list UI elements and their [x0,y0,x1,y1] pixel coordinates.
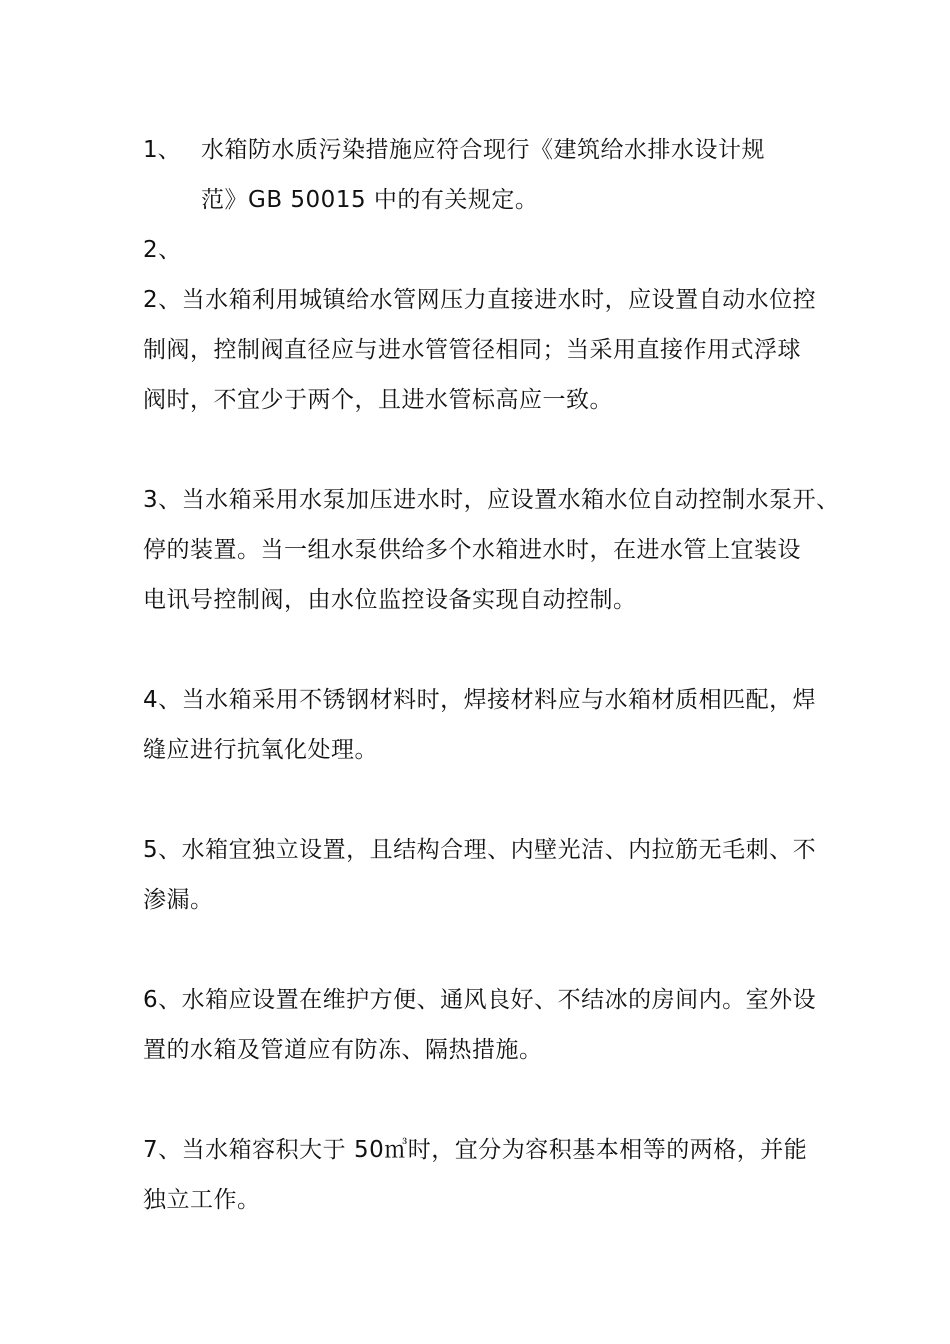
item-2-heading: 2、 [143,237,182,263]
item-2-line-3: 阀时，不宜少于两个，且进水管标高应一致。 [143,387,613,413]
item-3-line-1: 3、当水箱采用水泵加压进水时，应设置水箱水位自动控制水泵开、 [143,487,840,513]
item-4-line-1: 4、当水箱采用不锈钢材料时，焊接材料应与水箱材质相匹配，焊 [143,687,817,713]
item-2-line-1: 2、当水箱利用城镇给水管网压力直接进水时，应设置自动水位控 [143,287,817,313]
item-5-line-2: 渗漏。 [143,887,214,913]
item-7-line-1: 7、当水箱容积大于 50㎥时，宜分为容积基本相等的两格，并能 [143,1137,808,1163]
item-6-line-2: 置的水箱及管道应有防冻、隔热措施。 [143,1037,543,1063]
item-7-line-2: 独立工作。 [143,1187,261,1213]
item-3-line-3: 电讯号控制阀，由水位监控设备实现自动控制。 [143,587,637,613]
item-4-line-2: 缝应进行抗氧化处理。 [143,737,378,763]
item-3-line-2: 停的装置。当一组水泵供给多个水箱进水时，在进水管上宜装设 [143,537,801,563]
item-1-line-1: 水箱防水质污染措施应符合现行《建筑给水排水设计规 [201,137,765,163]
item-5-line-1: 5、水箱宜独立设置，且结构合理、内壁光洁、内拉筋无毛刺、不 [143,837,817,863]
item-2-line-2: 制阀，控制阀直径应与进水管管径相同；当采用直接作用式浮球 [143,337,801,363]
item-1-line-2: 范》GB 50015 中的有关规定。 [201,187,539,213]
item-6-line-1: 6、水箱应设置在维护方便、通风良好、不结冰的房间内。室外设 [143,987,817,1013]
item-1-number: 1、 [143,137,181,163]
